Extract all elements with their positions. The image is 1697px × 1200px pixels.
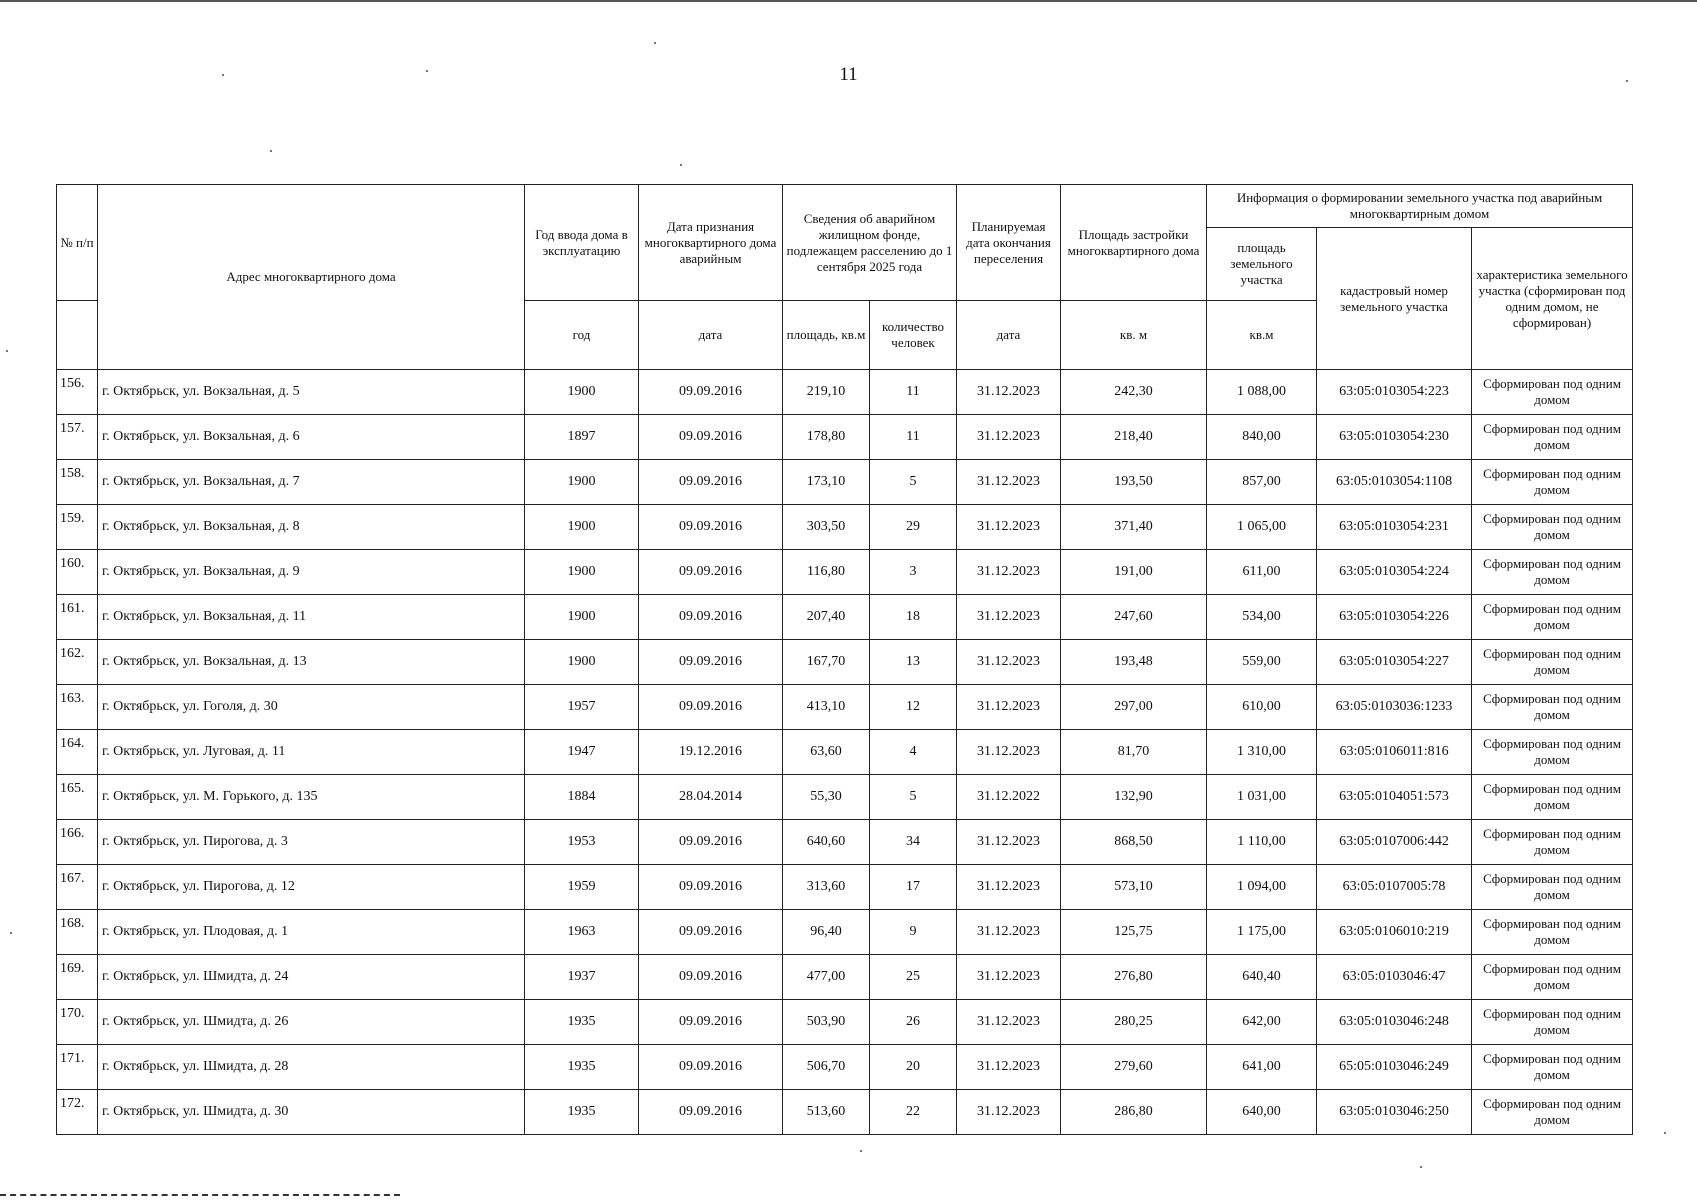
header-emergency-info: Сведения об аварийном жилищном фонде, подлежащем расселению до 1 сентября 2025 года bbox=[783, 185, 957, 301]
row-address: г. Октябрьск, ул. Вокзальная, д. 5 bbox=[98, 370, 525, 415]
header-unit-land-sqm: кв.м bbox=[1207, 301, 1317, 370]
row-emergency-area: 96,40 bbox=[783, 910, 870, 955]
header-date-recognition: Дата признания многоквартирного дома аварийным bbox=[639, 185, 783, 301]
row-cadastral-number: 63:05:0103046:47 bbox=[1317, 955, 1472, 1000]
row-people-count: 12 bbox=[870, 685, 957, 730]
row-people-count: 5 bbox=[870, 460, 957, 505]
row-address: г. Октябрьск, ул. Пирогова, д. 12 bbox=[98, 865, 525, 910]
row-people-count: 34 bbox=[870, 820, 957, 865]
row-cadastral-number: 63:05:0103054:223 bbox=[1317, 370, 1472, 415]
scan-speck bbox=[6, 350, 8, 352]
scan-speck bbox=[1626, 80, 1628, 82]
row-number: 165. bbox=[57, 775, 98, 820]
row-land-characteristic: Сформирован под одним домом bbox=[1472, 595, 1633, 640]
row-people-count: 4 bbox=[870, 730, 957, 775]
row-land-characteristic: Сформирован под одним домом bbox=[1472, 1090, 1633, 1135]
row-planned-date: 31.12.2023 bbox=[957, 865, 1061, 910]
table-row bbox=[57, 550, 1633, 595]
row-land-area: 1 088,00 bbox=[1207, 370, 1317, 415]
scan-speck bbox=[270, 150, 272, 152]
row-land-area: 641,00 bbox=[1207, 1045, 1317, 1090]
row-planned-date: 31.12.2023 bbox=[957, 370, 1061, 415]
row-land-characteristic: Сформирован под одним домом bbox=[1472, 505, 1633, 550]
row-number: 167. bbox=[57, 865, 98, 910]
table-row bbox=[57, 595, 1633, 640]
row-land-characteristic: Сформирован под одним домом bbox=[1472, 1045, 1633, 1090]
row-land-characteristic: Сформирован под одним домом bbox=[1472, 775, 1633, 820]
header-land-characteristic: характеристика земельного участка (сформирован под одним домом, не сформирован) bbox=[1472, 228, 1633, 370]
row-recognition-date: 09.09.2016 bbox=[639, 460, 783, 505]
row-cadastral-number: 63:05:0103046:248 bbox=[1317, 1000, 1472, 1045]
row-building-area: 132,90 bbox=[1061, 775, 1207, 820]
row-address: г. Октябрьск, ул. Пирогова, д. 3 bbox=[98, 820, 525, 865]
row-emergency-area: 303,50 bbox=[783, 505, 870, 550]
row-land-characteristic: Сформирован под одним домом bbox=[1472, 730, 1633, 775]
row-number: 164. bbox=[57, 730, 98, 775]
row-land-area: 1 175,00 bbox=[1207, 910, 1317, 955]
row-planned-date: 31.12.2023 bbox=[957, 460, 1061, 505]
row-land-characteristic: Сформирован под одним домом bbox=[1472, 955, 1633, 1000]
top-border-line bbox=[0, 0, 1697, 2]
scan-speck bbox=[222, 74, 224, 76]
row-number: 161. bbox=[57, 595, 98, 640]
row-address: г. Октябрьск, ул. Вокзальная, д. 11 bbox=[98, 595, 525, 640]
row-number: 168. bbox=[57, 910, 98, 955]
row-building-area: 371,40 bbox=[1061, 505, 1207, 550]
row-address: г. Октябрьск, ул. Плодовая, д. 1 bbox=[98, 910, 525, 955]
row-cadastral-number: 63:05:0103036:1233 bbox=[1317, 685, 1472, 730]
row-emergency-area: 219,10 bbox=[783, 370, 870, 415]
row-land-characteristic: Сформирован под одним домом bbox=[1472, 865, 1633, 910]
row-land-characteristic: Сформирован под одним домом bbox=[1472, 460, 1633, 505]
row-building-area: 193,50 bbox=[1061, 460, 1207, 505]
row-people-count: 17 bbox=[870, 865, 957, 910]
row-people-count: 13 bbox=[870, 640, 957, 685]
row-address: г. Октябрьск, ул. Шмидта, д. 24 bbox=[98, 955, 525, 1000]
row-year: 1900 bbox=[525, 505, 639, 550]
row-address: г. Октябрьск, ул. М. Горького, д. 135 bbox=[98, 775, 525, 820]
row-year: 1953 bbox=[525, 820, 639, 865]
scan-speck bbox=[10, 932, 12, 934]
row-land-characteristic: Сформирован под одним домом bbox=[1472, 550, 1633, 595]
header-unit-people: количество человек bbox=[870, 301, 957, 370]
row-planned-date: 31.12.2023 bbox=[957, 685, 1061, 730]
scan-speck bbox=[1420, 1166, 1422, 1168]
row-recognition-date: 28.04.2014 bbox=[639, 775, 783, 820]
row-number: 169. bbox=[57, 955, 98, 1000]
row-land-area: 857,00 bbox=[1207, 460, 1317, 505]
row-building-area: 286,80 bbox=[1061, 1090, 1207, 1135]
row-year: 1957 bbox=[525, 685, 639, 730]
row-land-area: 1 065,00 bbox=[1207, 505, 1317, 550]
row-building-area: 573,10 bbox=[1061, 865, 1207, 910]
row-cadastral-number: 63:05:0103054:226 bbox=[1317, 595, 1472, 640]
header-building-area: Площадь застройки многоквартирного дома bbox=[1061, 185, 1207, 301]
row-recognition-date: 09.09.2016 bbox=[639, 370, 783, 415]
row-number: 160. bbox=[57, 550, 98, 595]
row-land-characteristic: Сформирован под одним домом bbox=[1472, 685, 1633, 730]
row-year: 1897 bbox=[525, 415, 639, 460]
row-emergency-area: 116,80 bbox=[783, 550, 870, 595]
table-row bbox=[57, 640, 1633, 685]
row-recognition-date: 09.09.2016 bbox=[639, 910, 783, 955]
row-people-count: 18 bbox=[870, 595, 957, 640]
scan-speck bbox=[1664, 1132, 1666, 1134]
row-cadastral-number: 63:05:0107005:78 bbox=[1317, 865, 1472, 910]
row-address: г. Октябрьск, ул. Вокзальная, д. 9 bbox=[98, 550, 525, 595]
row-recognition-date: 09.09.2016 bbox=[639, 640, 783, 685]
table-row bbox=[57, 955, 1633, 1000]
row-emergency-area: 63,60 bbox=[783, 730, 870, 775]
row-recognition-date: 09.09.2016 bbox=[639, 955, 783, 1000]
row-recognition-date: 09.09.2016 bbox=[639, 1045, 783, 1090]
row-number: 166. bbox=[57, 820, 98, 865]
row-land-area: 1 094,00 bbox=[1207, 865, 1317, 910]
row-emergency-area: 313,60 bbox=[783, 865, 870, 910]
row-planned-date: 31.12.2023 bbox=[957, 1045, 1061, 1090]
header-num: № п/п bbox=[57, 185, 98, 301]
row-emergency-area: 167,70 bbox=[783, 640, 870, 685]
row-planned-date: 31.12.2023 bbox=[957, 640, 1061, 685]
row-cadastral-number: 63:05:0103054:1108 bbox=[1317, 460, 1472, 505]
row-people-count: 20 bbox=[870, 1045, 957, 1090]
row-land-area: 642,00 bbox=[1207, 1000, 1317, 1045]
row-number: 162. bbox=[57, 640, 98, 685]
row-year: 1947 bbox=[525, 730, 639, 775]
row-address: г. Октябрьск, ул. Вокзальная, д. 13 bbox=[98, 640, 525, 685]
table-row bbox=[57, 1045, 1633, 1090]
header-unit-year: год bbox=[525, 301, 639, 370]
row-recognition-date: 09.09.2016 bbox=[639, 1000, 783, 1045]
row-number: 157. bbox=[57, 415, 98, 460]
header-year-commission: Год ввода дома в эксплуатацию bbox=[525, 185, 639, 301]
row-number: 158. bbox=[57, 460, 98, 505]
row-building-area: 279,60 bbox=[1061, 1045, 1207, 1090]
row-planned-date: 31.12.2023 bbox=[957, 550, 1061, 595]
row-building-area: 297,00 bbox=[1061, 685, 1207, 730]
row-recognition-date: 09.09.2016 bbox=[639, 1090, 783, 1135]
row-cadastral-number: 63:05:0104051:573 bbox=[1317, 775, 1472, 820]
row-address: г. Октябрьск, ул. Гоголя, д. 30 bbox=[98, 685, 525, 730]
row-emergency-area: 506,70 bbox=[783, 1045, 870, 1090]
row-recognition-date: 09.09.2016 bbox=[639, 595, 783, 640]
table-row bbox=[57, 505, 1633, 550]
row-recognition-date: 09.09.2016 bbox=[639, 685, 783, 730]
row-cadastral-number: 63:05:0103054:227 bbox=[1317, 640, 1472, 685]
row-land-area: 1 110,00 bbox=[1207, 820, 1317, 865]
row-cadastral-number: 63:05:0106010:219 bbox=[1317, 910, 1472, 955]
row-planned-date: 31.12.2023 bbox=[957, 505, 1061, 550]
row-year: 1963 bbox=[525, 910, 639, 955]
row-year: 1900 bbox=[525, 595, 639, 640]
table-row bbox=[57, 730, 1633, 775]
row-address: г. Октябрьск, ул. Шмидта, д. 28 bbox=[98, 1045, 525, 1090]
row-cadastral-number: 63:05:0103046:250 bbox=[1317, 1090, 1472, 1135]
row-recognition-date: 09.09.2016 bbox=[639, 550, 783, 595]
row-recognition-date: 19.12.2016 bbox=[639, 730, 783, 775]
bottom-dashed-line bbox=[0, 1194, 400, 1196]
row-building-area: 247,60 bbox=[1061, 595, 1207, 640]
row-people-count: 5 bbox=[870, 775, 957, 820]
row-planned-date: 31.12.2023 bbox=[957, 595, 1061, 640]
row-land-area: 534,00 bbox=[1207, 595, 1317, 640]
row-address: г. Октябрьск, ул. Вокзальная, д. 7 bbox=[98, 460, 525, 505]
table-row bbox=[57, 775, 1633, 820]
row-year: 1937 bbox=[525, 955, 639, 1000]
row-emergency-area: 477,00 bbox=[783, 955, 870, 1000]
row-planned-date: 31.12.2023 bbox=[957, 955, 1061, 1000]
table-row bbox=[57, 460, 1633, 505]
row-planned-date: 31.12.2022 bbox=[957, 775, 1061, 820]
row-people-count: 11 bbox=[870, 415, 957, 460]
table-row bbox=[57, 1000, 1633, 1045]
row-address: г. Октябрьск, ул. Шмидта, д. 26 bbox=[98, 1000, 525, 1045]
row-emergency-area: 173,10 bbox=[783, 460, 870, 505]
row-land-characteristic: Сформирован под одним домом bbox=[1472, 370, 1633, 415]
table-row bbox=[57, 370, 1633, 415]
header-unit-plan-date: дата bbox=[957, 301, 1061, 370]
row-cadastral-number: 63:05:0103054:231 bbox=[1317, 505, 1472, 550]
row-emergency-area: 640,60 bbox=[783, 820, 870, 865]
header-land-area: площадь земельного участка bbox=[1207, 228, 1317, 301]
row-emergency-area: 503,90 bbox=[783, 1000, 870, 1045]
page-number: 11 bbox=[839, 64, 858, 85]
row-number: 172. bbox=[57, 1090, 98, 1135]
row-land-area: 1 310,00 bbox=[1207, 730, 1317, 775]
row-land-area: 640,40 bbox=[1207, 955, 1317, 1000]
row-building-area: 242,30 bbox=[1061, 370, 1207, 415]
row-land-characteristic: Сформирован под одним домом bbox=[1472, 910, 1633, 955]
row-land-area: 559,00 bbox=[1207, 640, 1317, 685]
table-row bbox=[57, 685, 1633, 730]
scan-speck bbox=[860, 1150, 862, 1152]
row-planned-date: 31.12.2023 bbox=[957, 820, 1061, 865]
header-cadastral: кадастровый номер земельного участка bbox=[1317, 228, 1472, 370]
row-land-characteristic: Сформирован под одним домом bbox=[1472, 1000, 1633, 1045]
row-planned-date: 31.12.2023 bbox=[957, 730, 1061, 775]
row-land-characteristic: Сформирован под одним домом bbox=[1472, 415, 1633, 460]
row-recognition-date: 09.09.2016 bbox=[639, 820, 783, 865]
row-people-count: 26 bbox=[870, 1000, 957, 1045]
row-year: 1900 bbox=[525, 640, 639, 685]
header-land-info: Информация о формировании земельного участка под аварийным многоквартирным домом bbox=[1207, 185, 1633, 228]
table-row bbox=[57, 1090, 1633, 1135]
row-year: 1935 bbox=[525, 1000, 639, 1045]
row-recognition-date: 09.09.2016 bbox=[639, 865, 783, 910]
row-emergency-area: 55,30 bbox=[783, 775, 870, 820]
row-cadastral-number: 63:05:0107006:442 bbox=[1317, 820, 1472, 865]
row-emergency-area: 178,80 bbox=[783, 415, 870, 460]
row-people-count: 29 bbox=[870, 505, 957, 550]
row-year: 1959 bbox=[525, 865, 639, 910]
row-building-area: 868,50 bbox=[1061, 820, 1207, 865]
row-year: 1900 bbox=[525, 460, 639, 505]
table-row bbox=[57, 820, 1633, 865]
row-number: 163. bbox=[57, 685, 98, 730]
row-cadastral-number: 63:05:0103054:224 bbox=[1317, 550, 1472, 595]
emergency-housing-table bbox=[56, 184, 1633, 1135]
row-address: г. Октябрьск, ул. Вокзальная, д. 6 bbox=[98, 415, 525, 460]
row-land-area: 840,00 bbox=[1207, 415, 1317, 460]
row-year: 1900 bbox=[525, 550, 639, 595]
row-year: 1900 bbox=[525, 370, 639, 415]
row-planned-date: 31.12.2023 bbox=[957, 910, 1061, 955]
scan-speck bbox=[426, 70, 428, 72]
row-land-area: 1 031,00 bbox=[1207, 775, 1317, 820]
row-recognition-date: 09.09.2016 bbox=[639, 505, 783, 550]
row-building-area: 280,25 bbox=[1061, 1000, 1207, 1045]
row-building-area: 191,00 bbox=[1061, 550, 1207, 595]
row-building-area: 193,48 bbox=[1061, 640, 1207, 685]
scan-speck bbox=[654, 42, 656, 44]
row-number: 159. bbox=[57, 505, 98, 550]
row-year: 1884 bbox=[525, 775, 639, 820]
row-people-count: 3 bbox=[870, 550, 957, 595]
row-cadastral-number: 63:05:0103054:230 bbox=[1317, 415, 1472, 460]
row-emergency-area: 207,40 bbox=[783, 595, 870, 640]
table-row bbox=[57, 415, 1633, 460]
header-unit-area: площадь, кв.м bbox=[783, 301, 870, 370]
row-number: 156. bbox=[57, 370, 98, 415]
row-land-area: 640,00 bbox=[1207, 1090, 1317, 1135]
row-address: г. Октябрьск, ул. Луговая, д. 11 bbox=[98, 730, 525, 775]
row-address: г. Октябрьск, ул. Вокзальная, д. 8 bbox=[98, 505, 525, 550]
row-building-area: 125,75 bbox=[1061, 910, 1207, 955]
header-unit-sqm: кв. м bbox=[1061, 301, 1207, 370]
row-people-count: 22 bbox=[870, 1090, 957, 1135]
row-recognition-date: 09.09.2016 bbox=[639, 415, 783, 460]
scan-speck bbox=[680, 164, 682, 166]
row-building-area: 276,80 bbox=[1061, 955, 1207, 1000]
row-number: 170. bbox=[57, 1000, 98, 1045]
row-emergency-area: 413,10 bbox=[783, 685, 870, 730]
row-planned-date: 31.12.2023 bbox=[957, 1000, 1061, 1045]
row-building-area: 81,70 bbox=[1061, 730, 1207, 775]
row-people-count: 11 bbox=[870, 370, 957, 415]
row-address: г. Октябрьск, ул. Шмидта, д. 30 bbox=[98, 1090, 525, 1135]
header-planned-date: Планируемая дата окончания переселения bbox=[957, 185, 1061, 301]
header-num-unit bbox=[57, 301, 98, 370]
row-land-area: 610,00 bbox=[1207, 685, 1317, 730]
row-people-count: 9 bbox=[870, 910, 957, 955]
row-cadastral-number: 63:05:0106011:816 bbox=[1317, 730, 1472, 775]
table-body bbox=[57, 370, 1633, 1135]
row-land-characteristic: Сформирован под одним домом bbox=[1472, 820, 1633, 865]
row-cadastral-number: 65:05:0103046:249 bbox=[1317, 1045, 1472, 1090]
table-row bbox=[57, 865, 1633, 910]
row-year: 1935 bbox=[525, 1090, 639, 1135]
header-address: Адрес многоквартирного дома bbox=[98, 185, 525, 370]
row-number: 171. bbox=[57, 1045, 98, 1090]
table-row bbox=[57, 910, 1633, 955]
row-land-area: 611,00 bbox=[1207, 550, 1317, 595]
row-people-count: 25 bbox=[870, 955, 957, 1000]
table-header bbox=[57, 185, 1633, 370]
row-planned-date: 31.12.2023 bbox=[957, 415, 1061, 460]
row-land-characteristic: Сформирован под одним домом bbox=[1472, 640, 1633, 685]
row-building-area: 218,40 bbox=[1061, 415, 1207, 460]
header-unit-date: дата bbox=[639, 301, 783, 370]
row-planned-date: 31.12.2023 bbox=[957, 1090, 1061, 1135]
row-year: 1935 bbox=[525, 1045, 639, 1090]
row-emergency-area: 513,60 bbox=[783, 1090, 870, 1135]
